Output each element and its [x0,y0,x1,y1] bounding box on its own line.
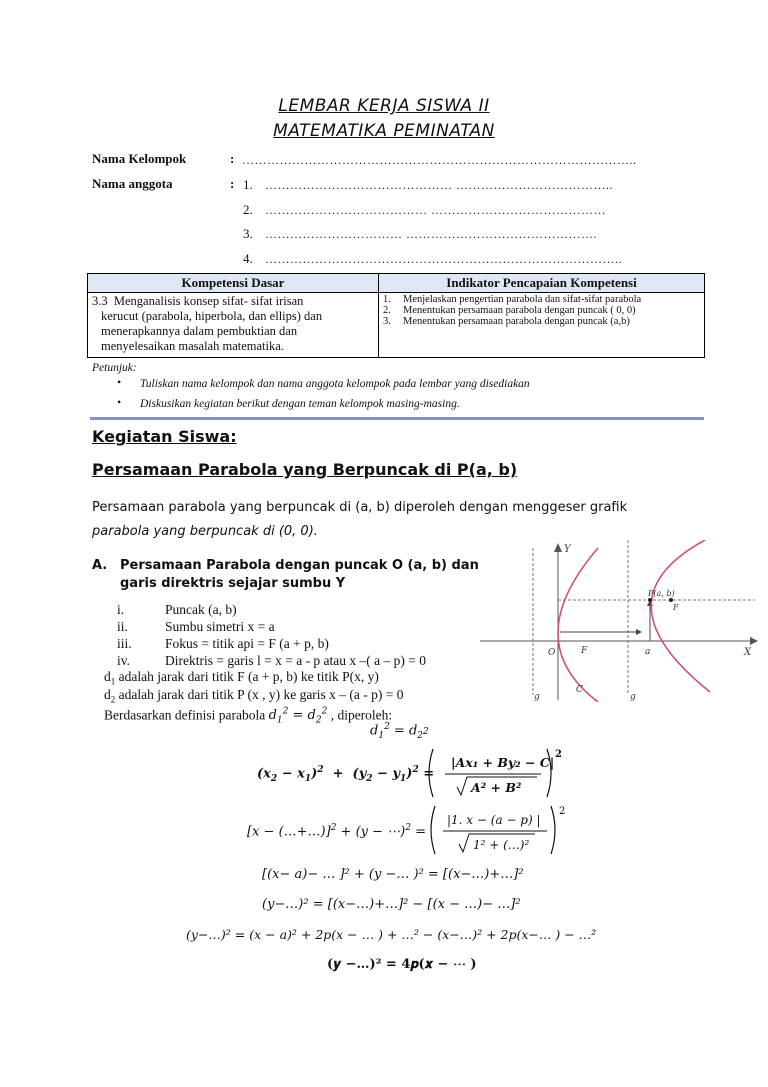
section-divider [90,417,704,420]
equation-5: (y−…)² = (x − a)² + 2p(x − … ) + …² − (x−…)² + 2p(x−… ) − …² [186,927,597,942]
parabola-shifted [651,540,710,692]
worksheet-title-line2: MATEMATIKA PEMINATAN [273,121,495,141]
vertex-point [648,598,652,602]
item-text-1: Puncak (a, b) [165,602,237,617]
d1-line: $d_1$ adalah jarak dari titik F (a + p, b) ke titik P(x, y) [104,669,379,687]
member-1-num: 1. [243,177,253,192]
vertex-label: P(a, b) [648,589,675,598]
d2-line: $d_2$ adalah jarak dari titik P (x , y) ke garis x – (a - p) = 0 [104,687,404,705]
bullet-icon: • [117,397,122,409]
x-axis-arrow-icon [750,637,758,645]
member-1-field[interactable]: ……………………………………… ……………………………….. [265,178,613,192]
svg-text:1² + (…)²: 1² + (…)² [473,838,530,852]
member-label: Nama anggota [92,176,173,191]
section-a-title-1: Persamaan Parabola dengan puncak O (a, b) dan [120,558,479,573]
intro-line-1: Persamaan parabola yang berpuncak di (a, b) diperoleh dengan menggeser grafik [92,500,628,515]
member-2-field[interactable]: ………………………………… …………………………………… [265,203,606,217]
group-name-label: Nama Kelompok [92,151,187,166]
competence-table [87,273,705,358]
definition-equation: $d_1^2 = d_{2^2}$ [370,722,429,741]
svg-text:|1. x − (a − p) |: |1. x − (a − p) | [447,813,541,827]
indicator-cell [379,293,705,358]
group-colon: : [230,151,235,166]
item-text-4: Direktris = garis l = x = a - p atau x –( a – p) = 0 [165,653,427,668]
member-3-num: 3. [243,226,253,241]
parabola-origin [558,548,598,702]
svg-text:2: 2 [555,749,562,760]
instructions-label: Petunjuk: [92,362,137,374]
indicator-item: 2. Menentukan persamaan parabola dengan puncak ( 0, 0) [383,305,636,316]
indicator-item: 1. Menjelaskan pengertian parabola dan sifat-sifat parabola [383,294,642,305]
member-4-field[interactable]: ………………………………………………………………………….. [265,252,622,266]
focus-label: F [581,646,588,656]
shift-arrow-head-icon [636,629,642,635]
worksheet-title-line1: LEMBAR KERJA SISWA II [278,96,490,116]
focus-point [669,598,673,602]
kd-line-1: Menganalisis konsep sifat- sifat irisan [113,294,304,308]
item-text-3: Fokus = titik api = F (a + p, b) [165,636,329,651]
kd-line-3: menerapkannya dalam pembuktian dan [101,324,298,338]
equation-2-lhs: [x − (…+…)]$^2$ + (y − ⋯)$^2$ = [247,823,426,840]
directrix-label-right: g [630,692,636,702]
activity-subheading: Persamaan Parabola yang Berpuncak di P(a, b) [92,460,518,479]
member-colon: : [230,176,235,191]
kd-line-2: kerucut (parabola, hiperbola, dan ellips) dan [101,309,323,323]
equation-3: [(x− a)− … ]² + (y −… )² = [(x−…)+…]² [262,867,524,882]
instruction-item-1: Tuliskan nama kelompok dan nama anggota kelompok pada lembar yang disediakan [140,378,530,390]
curve-label: C [576,685,583,695]
kd-cell [88,293,379,358]
equation-1-rhs [425,745,565,803]
indicator-item: 3. Menentukan persamaan parabola dengan puncak (a,b) [383,316,630,327]
bullet-icon: • [117,377,122,389]
kd-number: 3.3 [92,294,108,308]
focus-p-label: F [673,603,679,612]
group-name-field[interactable]: ………………………………………………………………………………….. [242,153,637,167]
section-a-title-2: garis direktris sejajar sumbu Y [120,576,346,591]
parabola-graph [480,540,762,702]
equation-6: (𝒚 −…)² = 𝟒𝒑(𝒙 − ⋯ ) [327,957,477,972]
a-label: a [645,647,651,657]
kd-line-4: menyelesaikan masalah matematika. [101,339,284,353]
definition-line: Berdasarkan definisi parabola $d_1^2 = d_2^2$ , diperoleh: [104,707,393,726]
member-2-num: 2. [243,202,253,217]
y-axis-arrow-icon [554,543,562,552]
svg-text:|Ax₁ + By₂ − C|: |Ax₁ + By₂ − C| [451,755,555,770]
item-num-3: iii. [117,636,132,651]
svg-text:A² + B²: A² + B² [471,780,522,795]
equation-1-lhs: $(x_2 - x_1)^2 + (y_2 - y_1)^2$ = [257,765,435,784]
table-header-indicator: Indikator Pencapaian Kompetensi [379,274,705,293]
x-axis-label: X [744,647,752,658]
activity-heading: Kegiatan Siswa: [92,427,237,446]
member-3-field[interactable]: …………………………… ………………………………………. [265,227,597,241]
directrix-label-left: g [534,692,540,702]
origin-label: O [548,648,556,658]
item-num-4: iv. [117,653,130,668]
item-text-2: Sumbu simetri x = a [165,619,275,634]
equation-4: (y−…)² = [(x−…)+…]² − [(x − …)− …]² [262,897,521,912]
equation-2-rhs [427,802,567,860]
member-4-num: 4. [243,251,253,266]
intro-line-2: parabola yang berpuncak di (0, 0). [92,524,318,539]
item-num-2: ii. [117,619,128,634]
table-header-kd: Kompetensi Dasar [88,274,379,293]
y-axis-label: Y [564,544,571,555]
section-a-letter: A. [92,558,108,573]
item-num-1: i. [117,602,125,617]
instruction-item-2: Diskusikan kegiatan berikut dengan teman kelompok masing-masing. [140,398,460,410]
svg-text:2: 2 [559,806,566,817]
